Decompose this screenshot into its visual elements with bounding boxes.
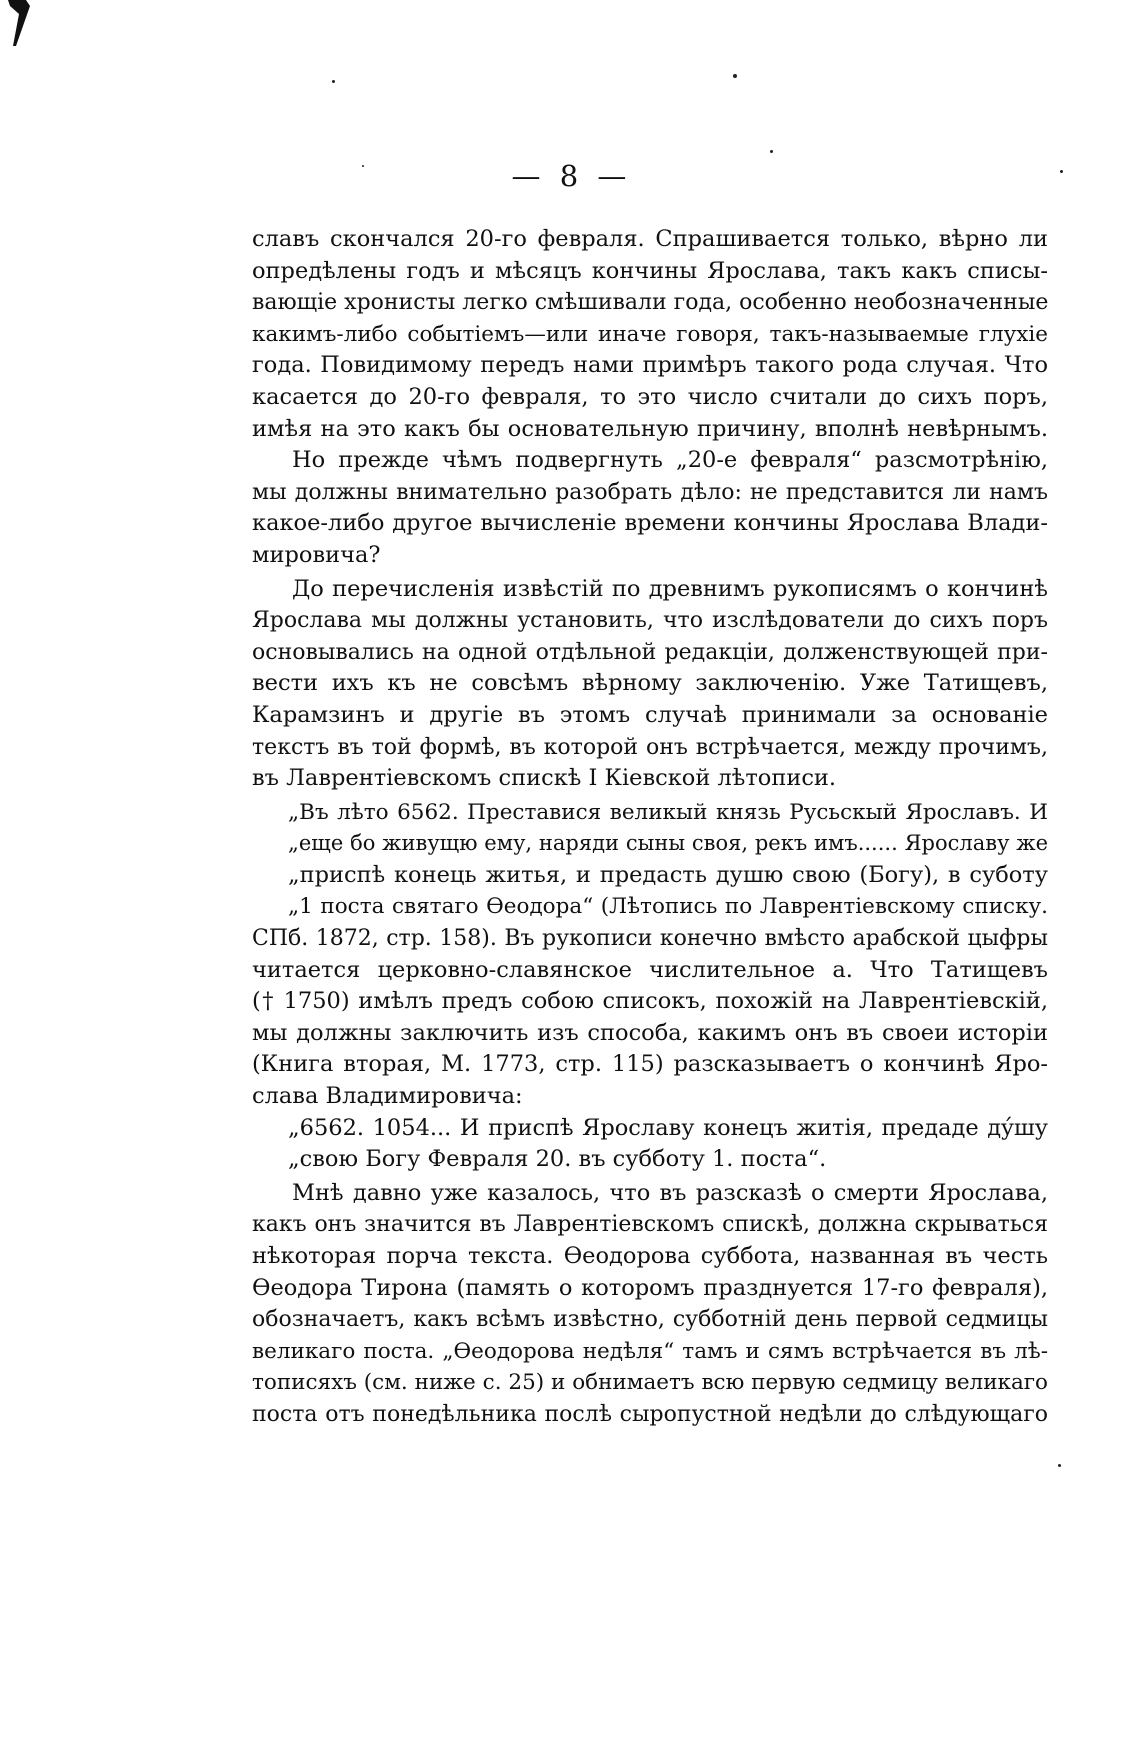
text-line: нѣкоторая порча текста. Ѳеодорова суббота, названная въ честь <box>252 1243 1048 1269</box>
text-line: какое-либо другое вычисленіе времени кончины Ярослава Влади- <box>252 510 1048 537</box>
body-text <box>252 224 1048 1431</box>
text-line: мировича? <box>252 541 381 568</box>
text-line: опредѣлены годъ и мѣсяцъ кончины Ярослава, такъ какъ списы- <box>252 257 1048 284</box>
text-line: великаго поста. „Ѳеодорова недѣля“ тамъ и сямъ встрѣчается въ лѣ- <box>252 1338 1048 1364</box>
text-line: „1 поста святаго Ѳеодора“ (Лѣтопись по Лаврентіевскому списку. <box>288 894 1048 920</box>
scan-speck <box>770 150 773 153</box>
text-line: Ярослава мы должны установить, что изслѣдователи до сихъ поръ <box>252 608 1048 634</box>
text-line: слава Владимировича: <box>252 1083 523 1110</box>
text-line: мы должны внимательно разобрать дѣло: не представится ли намъ <box>252 479 1048 505</box>
text-line: Мнѣ давно уже казалось, что въ разсказѣ о смерти Ярослава, <box>292 1179 1048 1206</box>
text-line: обозначаетъ, какъ всѣмъ извѣстно, субботній день первой седмицы <box>252 1307 1048 1333</box>
text-line: вести ихъ къ не совсѣмъ вѣрному заключенію. Уже Татищевъ, <box>252 670 1048 697</box>
text-line: „Въ лѣто 6562. Преставися великый князь Русьскый Ярославъ. И <box>288 799 1048 825</box>
text-line: СПб. 1872, стр. 158). Въ рукописи конечно вмѣсто арабской цыфры <box>252 926 1048 952</box>
text-line: „приспѣ конець житья, и предасть душю свою (Богу), в суботу <box>288 861 1048 888</box>
paragraph-1 <box>252 224 1048 445</box>
paragraph-4 <box>252 797 1048 1113</box>
text-line: какъ онъ значится въ Лаврентіевскомъ спискѣ, должна скрываться <box>252 1212 1048 1238</box>
scan-speck <box>1058 1464 1061 1467</box>
text-line: Но прежде чѣмъ подвергнуть „20-е февраля“ разсмотрѣнію, <box>292 447 1048 474</box>
paragraph-3 <box>252 574 1048 795</box>
text-line: вающіе хронисты легко смѣшивали года, особенно необозначенные <box>252 290 1049 316</box>
text-line: мы должны заключить изъ способа, какимъ онъ въ своеи исторіи <box>252 1019 1048 1046</box>
text-line: основывались на одной отдѣльной редакціи, долженствующей при- <box>252 639 1048 665</box>
paragraph-6 <box>252 1178 1048 1431</box>
scan-speck <box>332 80 335 83</box>
text-line: текстъ въ той формѣ, въ которой онъ встрѣчается, между прочимъ, <box>252 734 1048 760</box>
text-line: тописяхъ (см. ниже с. 25) и обнимаетъ всю первую седмицу великаго <box>252 1370 1048 1396</box>
text-line: въ Лаврентіевскомъ спискѣ I Кіевской лѣтописи. <box>252 765 837 792</box>
text-line: „еще бо живущю ему, наряди сыны своя, рекъ имъ...... Ярославу же <box>288 831 1048 856</box>
text-line: поста отъ понедѣльника послѣ сыропустной недѣли до слѣдующаго <box>252 1401 1048 1427</box>
text-line: († 1750) имѣлъ предъ собою списокъ, похожій на Лаврентіевскій, <box>252 988 1048 1015</box>
text-line: касается до 20-го февраля, то это число считали до сихъ поръ, <box>252 383 1048 410</box>
text-line: имѣя на это какъ бы основательную причину, вполнѣ невѣрнымъ. <box>252 415 1048 442</box>
text-line: „6562. 1054... И приспѣ Ярославу конецъ житія, предаде дýшу <box>288 1114 1048 1141</box>
text-line: года. Повидимому передъ нами примѣръ такого рода случая. Что <box>252 352 1048 379</box>
page-number: — 8 — <box>511 159 629 193</box>
paragraph-2 <box>252 445 1048 571</box>
text-line: Карамзинъ и другіе въ этомъ случаѣ принимали за основаніе <box>252 701 1048 728</box>
text-line: читается церковно-славянское числительное а. Что Татищевъ <box>252 956 1048 983</box>
text-line: славъ скончался 20-го февраля. Спрашивается только, вѣрно ли <box>252 226 1048 252</box>
scan-speck <box>733 74 737 78</box>
text-line: Ѳеодора Тирона (память о которомъ празднуется 17-го февраля), <box>252 1274 1048 1301</box>
paragraph-5 <box>252 1113 1048 1176</box>
text-line: До перечисленія извѣстій по древнимъ рукописямъ о кончинѣ <box>292 575 1048 602</box>
text-line: (Книга вторая, М. 1773, стр. 115) разсказываетъ о кончинѣ Яро- <box>252 1051 1048 1078</box>
corner-scan-mark <box>4 0 34 50</box>
text-line: „свою Богу Февраля 20. въ субботу 1. поста“. <box>288 1146 827 1173</box>
text-line: какимъ-либо событіемъ—или иначе говоря, такъ-называемые глухіе <box>252 321 1048 347</box>
